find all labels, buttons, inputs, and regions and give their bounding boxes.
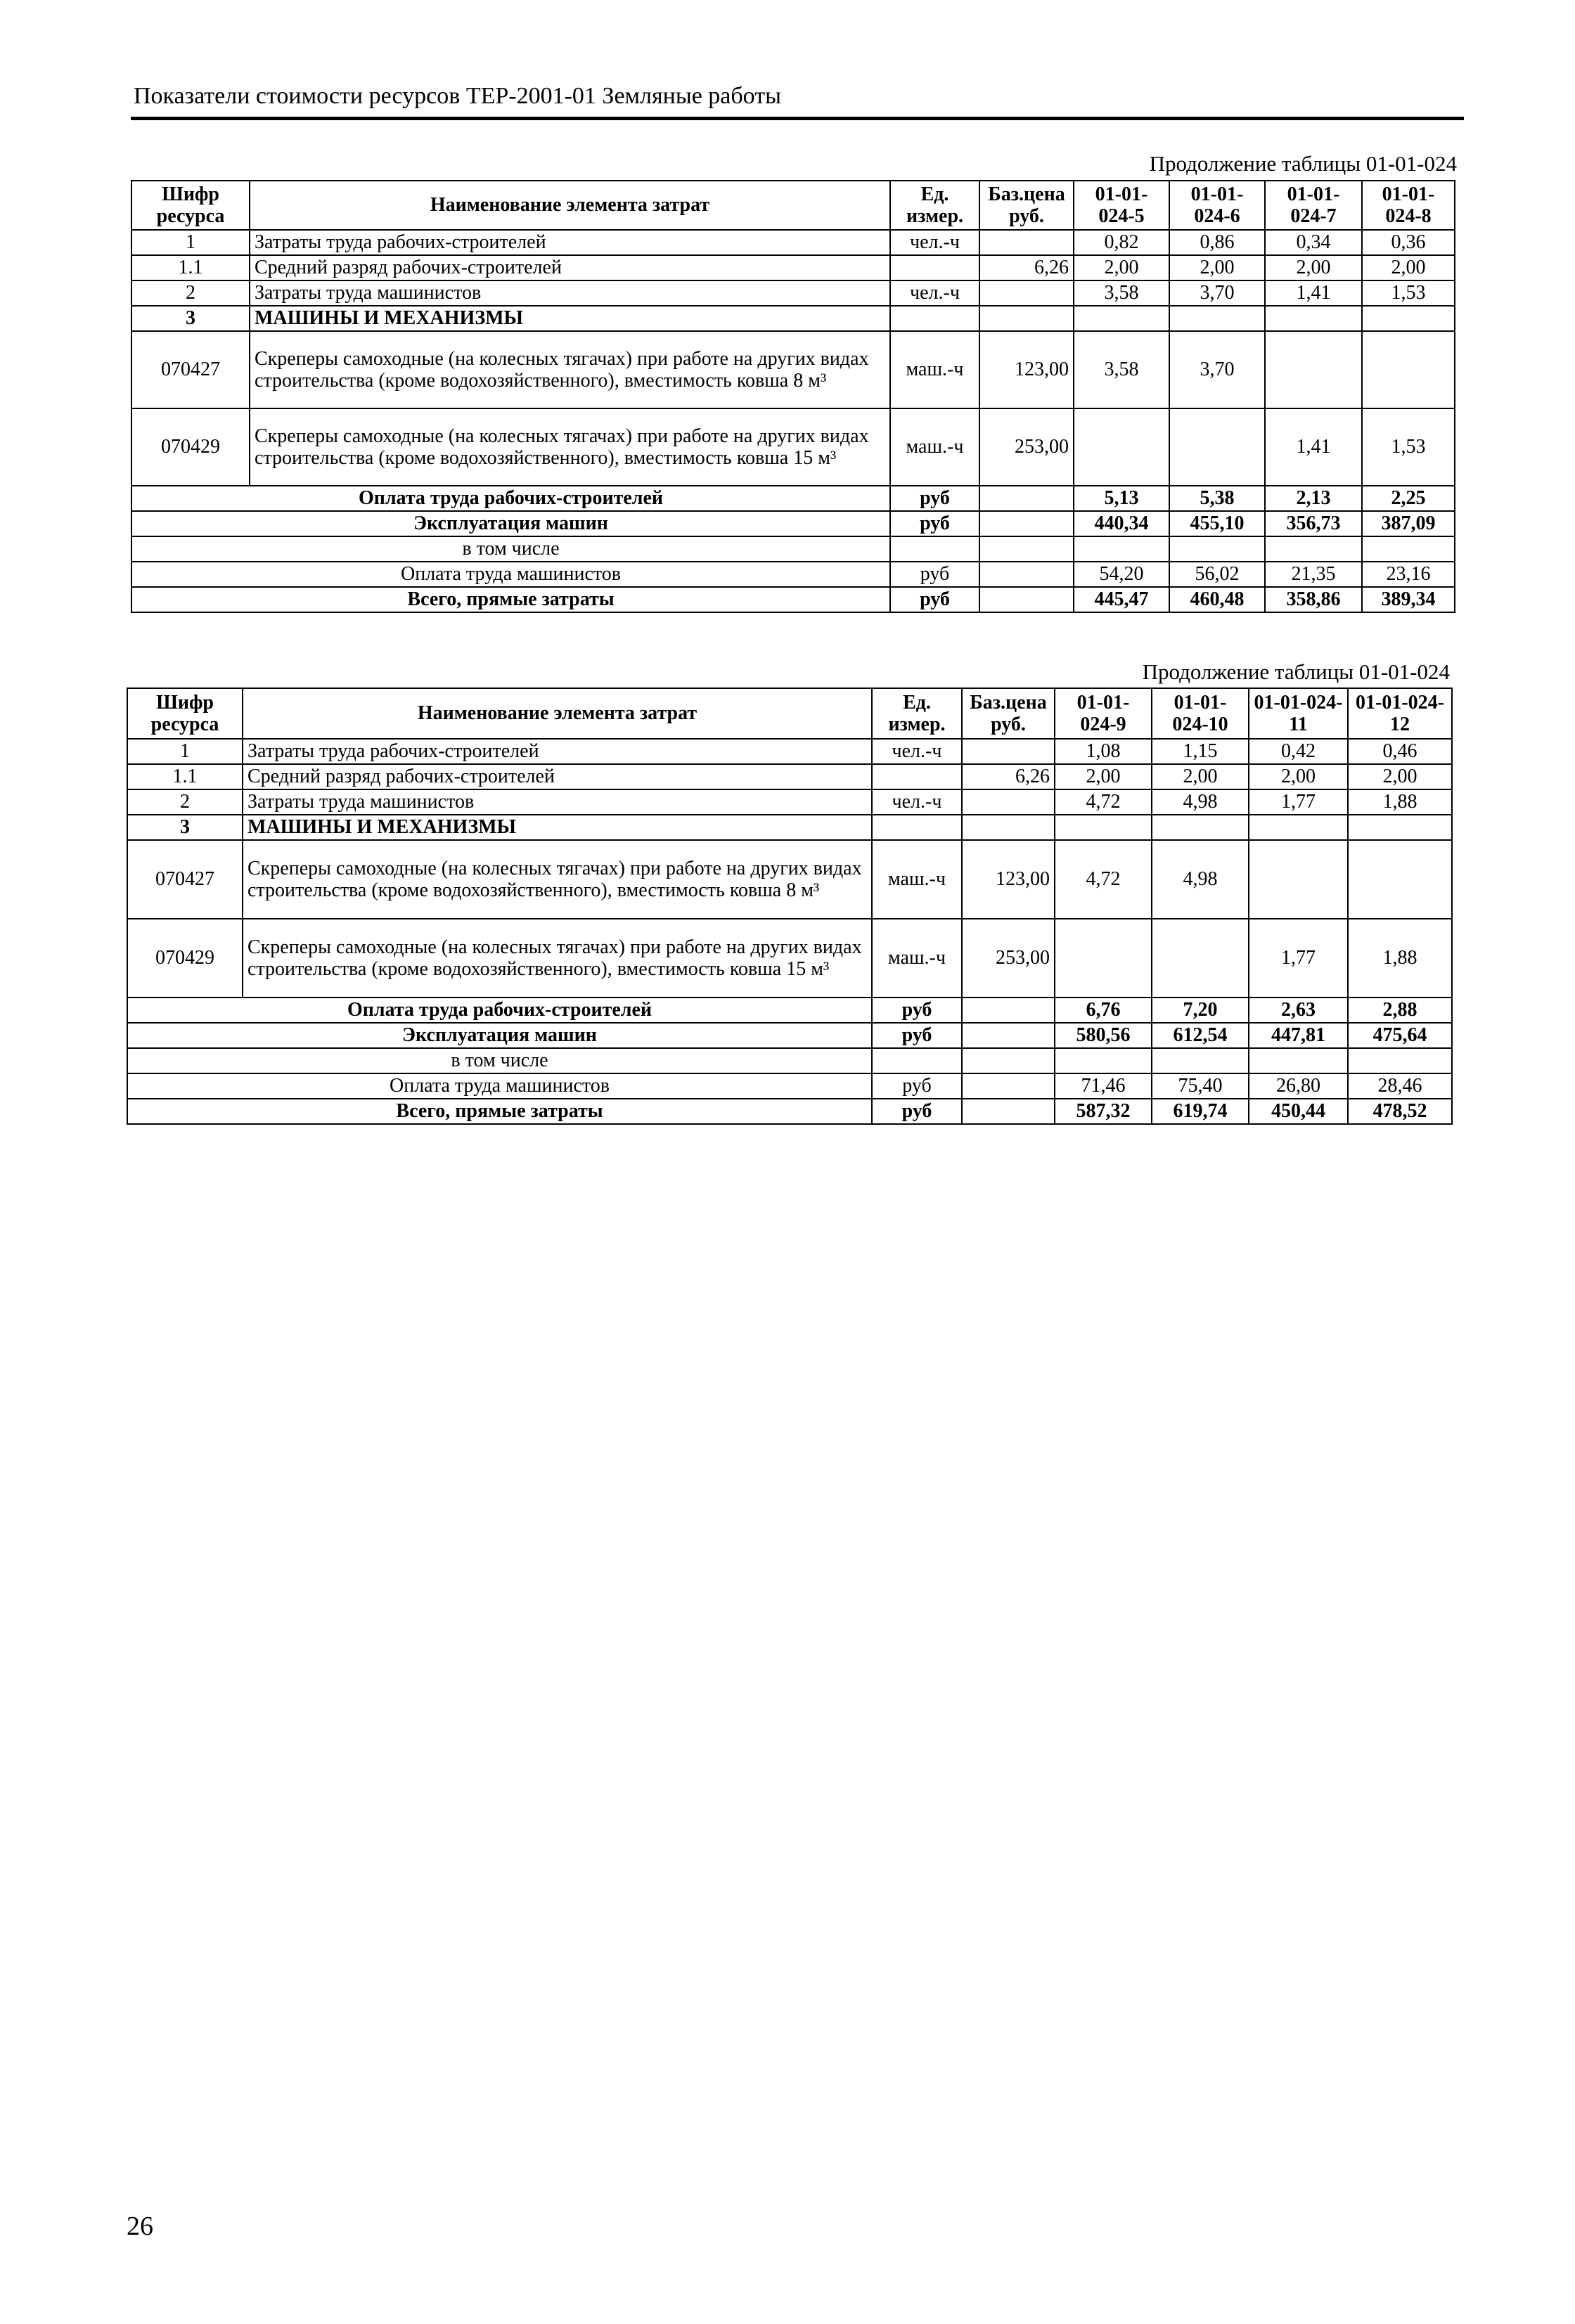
column-header-id: 01-01-024-11 [1249, 688, 1348, 739]
resource-unit: маш.-ч [872, 919, 962, 998]
resource-price [962, 739, 1055, 764]
summary-value: 440,34 [1074, 511, 1169, 536]
column-header-id: 01-01-024-12 [1348, 688, 1452, 739]
summary-value: 450,44 [1249, 1099, 1348, 1124]
resource-value [1348, 840, 1452, 919]
resource-name: Средний разряд рабочих-строителей [250, 255, 890, 280]
resource-value [1169, 306, 1265, 331]
summary-value: 356,73 [1265, 511, 1362, 536]
summary-value [1362, 536, 1455, 562]
resource-value: 2,00 [1169, 255, 1265, 280]
resource-price: 6,26 [962, 764, 1055, 789]
resource-unit: чел.-ч [890, 230, 979, 255]
resource-value [1362, 306, 1455, 331]
table-row [131, 230, 1455, 255]
summary-label: Эксплуатация машин [127, 1023, 872, 1048]
summary-label: Оплата труда рабочих-строителей [127, 998, 872, 1023]
summary-unit: руб [872, 1023, 962, 1048]
summary-value: 445,47 [1074, 587, 1169, 612]
header-divider [131, 117, 1464, 120]
column-header-name: Наименование элемента затрат [250, 181, 890, 230]
summary-unit: руб [890, 587, 979, 612]
summary-row [131, 587, 1455, 612]
resource-value: 0,34 [1265, 230, 1362, 255]
summary-row [127, 1073, 1452, 1099]
resource-value [1362, 331, 1455, 408]
resource-code: 2 [127, 789, 243, 815]
summary-value: 71,46 [1055, 1073, 1152, 1099]
resource-value: 1,88 [1348, 919, 1452, 998]
resource-value: 1,53 [1362, 280, 1455, 306]
resource-value: 2,00 [1074, 255, 1169, 280]
summary-value: 21,35 [1265, 562, 1362, 587]
summary-row [127, 998, 1452, 1023]
summary-value: 23,16 [1362, 562, 1455, 587]
summary-label: Оплата труда машинистов [127, 1073, 872, 1099]
resource-value [1055, 815, 1152, 840]
resource-unit: маш.-ч [890, 331, 979, 408]
summary-value: 75,40 [1152, 1073, 1249, 1099]
summary-label: Всего, прямые затраты [131, 587, 890, 612]
summary-value: 2,63 [1249, 998, 1348, 1023]
summary-unit: руб [872, 998, 962, 1023]
column-header-unit: Ед. измер. [890, 181, 979, 230]
column-header-id: 01-01-024-5 [1074, 181, 1169, 230]
resource-table-2 [127, 687, 1453, 1125]
column-header-price: Баз.цена руб. [979, 181, 1074, 230]
resource-price: 123,00 [979, 331, 1074, 408]
summary-label: Оплата труда машинистов [131, 562, 890, 587]
resource-value [1348, 815, 1452, 840]
summary-unit: руб [872, 1099, 962, 1124]
resource-value: 4,72 [1055, 840, 1152, 919]
empty-cell [979, 486, 1074, 511]
summary-value: 2,13 [1265, 486, 1362, 511]
resource-value: 0,46 [1348, 739, 1452, 764]
summary-value: 478,52 [1348, 1099, 1452, 1124]
summary-value [1169, 536, 1265, 562]
resource-code: 070429 [131, 408, 250, 486]
resource-value: 2,00 [1055, 764, 1152, 789]
summary-value: 612,54 [1152, 1023, 1249, 1048]
summary-value: 54,20 [1074, 562, 1169, 587]
summary-value: 460,48 [1169, 587, 1265, 612]
summary-value: 26,80 [1249, 1073, 1348, 1099]
resource-value: 3,70 [1169, 331, 1265, 408]
resource-code: 070427 [131, 331, 250, 408]
table-row [127, 840, 1452, 919]
resource-value: 1,41 [1265, 408, 1362, 486]
summary-value: 447,81 [1249, 1023, 1348, 1048]
table-1-caption: Продолжение таблицы 01-01-024 [1149, 151, 1457, 176]
empty-cell [979, 587, 1074, 612]
summary-label: в том числе [131, 536, 890, 562]
summary-value [1055, 1048, 1152, 1073]
resource-code: 1 [127, 739, 243, 764]
resource-value: 4,98 [1152, 789, 1249, 815]
resource-price [979, 230, 1074, 255]
summary-value [1249, 1048, 1348, 1073]
resource-value: 0,82 [1074, 230, 1169, 255]
resource-unit [872, 815, 962, 840]
resource-unit [890, 255, 979, 280]
resource-name: Затраты труда машинистов [243, 789, 872, 815]
summary-value: 5,38 [1169, 486, 1265, 511]
table-row [131, 331, 1455, 408]
column-header-id: 01-01-024-10 [1152, 688, 1249, 739]
resource-price: 123,00 [962, 840, 1055, 919]
summary-value: 6,76 [1055, 998, 1152, 1023]
summary-unit [890, 536, 979, 562]
column-header-id: 01-01-024-6 [1169, 181, 1265, 230]
summary-label: Оплата труда рабочих-строителей [131, 486, 890, 511]
resource-unit: чел.-ч [872, 789, 962, 815]
resource-price: 253,00 [979, 408, 1074, 486]
resource-value: 4,72 [1055, 789, 1152, 815]
resource-unit: чел.-ч [890, 280, 979, 306]
empty-cell [979, 562, 1074, 587]
table-row [131, 408, 1455, 486]
table-row [131, 255, 1455, 280]
resource-value [1152, 815, 1249, 840]
resource-value [1249, 840, 1348, 919]
resource-value [1055, 919, 1152, 998]
resource-value: 1,53 [1362, 408, 1455, 486]
resource-value: 1,41 [1265, 280, 1362, 306]
page-header: Показатели стоимости ресурсов ТЕР-2001-01 Земляные работы [134, 83, 781, 109]
summary-value: 28,46 [1348, 1073, 1452, 1099]
summary-value: 2,25 [1362, 486, 1455, 511]
summary-value: 587,32 [1055, 1099, 1152, 1124]
resource-price [962, 815, 1055, 840]
resource-code: 1.1 [127, 764, 243, 789]
section-heading: МАШИНЫ И МЕХАНИЗМЫ [250, 306, 890, 331]
empty-cell [962, 1099, 1055, 1124]
resource-price: 253,00 [962, 919, 1055, 998]
resource-name: Затраты труда рабочих-строителей [250, 230, 890, 255]
resource-unit: маш.-ч [872, 840, 962, 919]
summary-value: 387,09 [1362, 511, 1455, 536]
summary-value: 389,34 [1362, 587, 1455, 612]
resource-price [962, 789, 1055, 815]
resource-value: 2,00 [1265, 255, 1362, 280]
table-row [127, 764, 1452, 789]
resource-value: 3,70 [1169, 280, 1265, 306]
resource-value: 2,00 [1152, 764, 1249, 789]
table-row [127, 919, 1452, 998]
resource-code: 2 [131, 280, 250, 306]
resource-value: 2,00 [1249, 764, 1348, 789]
summary-label: Всего, прямые затраты [127, 1099, 872, 1124]
resource-value: 3,58 [1074, 331, 1169, 408]
resource-value [1249, 815, 1348, 840]
summary-value [1265, 536, 1362, 562]
resource-value: 2,00 [1348, 764, 1452, 789]
resource-value: 2,00 [1362, 255, 1455, 280]
summary-row [131, 486, 1455, 511]
resource-value [1074, 306, 1169, 331]
resource-value [1265, 306, 1362, 331]
section-heading: МАШИНЫ И МЕХАНИЗМЫ [243, 815, 872, 840]
resource-value [1152, 919, 1249, 998]
resource-value: 1,77 [1249, 789, 1348, 815]
summary-unit [872, 1048, 962, 1073]
summary-unit: руб [872, 1073, 962, 1099]
summary-value: 455,10 [1169, 511, 1265, 536]
column-header-code: Шифр ресурса [127, 688, 243, 739]
summary-unit: руб [890, 486, 979, 511]
resource-value: 1,15 [1152, 739, 1249, 764]
summary-label: Эксплуатация машин [131, 511, 890, 536]
summary-unit: руб [890, 511, 979, 536]
empty-cell [979, 511, 1074, 536]
summary-value: 5,13 [1074, 486, 1169, 511]
resource-unit [890, 306, 979, 331]
table-row [127, 739, 1452, 764]
empty-cell [962, 1073, 1055, 1099]
resource-price [979, 280, 1074, 306]
table-row [127, 815, 1452, 840]
empty-cell [962, 998, 1055, 1023]
summary-value: 7,20 [1152, 998, 1249, 1023]
summary-value: 56,02 [1169, 562, 1265, 587]
resource-name: Затраты труда рабочих-строителей [243, 739, 872, 764]
summary-value: 619,74 [1152, 1099, 1249, 1124]
column-header-id: 01-01-024-9 [1055, 688, 1152, 739]
summary-value: 475,64 [1348, 1023, 1452, 1048]
summary-row [131, 536, 1455, 562]
resource-value: 1,88 [1348, 789, 1452, 815]
resource-code: 1 [131, 230, 250, 255]
resource-value: 0,42 [1249, 739, 1348, 764]
page-number: 26 [127, 2212, 153, 2241]
resource-code: 1.1 [131, 255, 250, 280]
resource-name: Скреперы самоходные (на колесных тягачах) при работе на других видах строительства (кроме водохозяйственного), вместимость ковша 8 м³ [250, 331, 890, 408]
empty-cell [979, 536, 1074, 562]
resource-value: 3,58 [1074, 280, 1169, 306]
table-row [131, 280, 1455, 306]
empty-cell [962, 1048, 1055, 1073]
summary-label: в том числе [127, 1048, 872, 1073]
resource-value: 0,86 [1169, 230, 1265, 255]
resource-value: 1,77 [1249, 919, 1348, 998]
resource-code: 070429 [127, 919, 243, 998]
resource-unit: маш.-ч [890, 408, 979, 486]
resource-name: Затраты труда машинистов [250, 280, 890, 306]
resource-value: 4,98 [1152, 840, 1249, 919]
resource-table-1 [131, 180, 1455, 613]
summary-value [1074, 536, 1169, 562]
resource-name: Скреперы самоходные (на колесных тягачах) при работе на других видах строительства (кроме водохозяйственного), вместимость ковша 15 м³ [250, 408, 890, 486]
resource-name: Средний разряд рабочих-строителей [243, 764, 872, 789]
resource-unit [872, 764, 962, 789]
resource-price [979, 306, 1074, 331]
table-row [127, 789, 1452, 815]
summary-row [131, 511, 1455, 536]
resource-code: 3 [131, 306, 250, 331]
summary-unit: руб [890, 562, 979, 587]
column-header-id: 01-01-024-8 [1362, 181, 1455, 230]
resource-value [1169, 408, 1265, 486]
summary-value [1152, 1048, 1249, 1073]
resource-code: 3 [127, 815, 243, 840]
summary-row [127, 1048, 1452, 1073]
resource-value [1074, 408, 1169, 486]
table-2-caption: Продолжение таблицы 01-01-024 [1142, 659, 1450, 684]
resource-name: Скреперы самоходные (на колесных тягачах) при работе на других видах строительства (кроме водохозяйственного), вместимость ковша 15 м³ [243, 919, 872, 998]
resource-name: Скреперы самоходные (на колесных тягачах) при работе на других видах строительства (кроме водохозяйственного), вместимость ковша 8 м³ [243, 840, 872, 919]
column-header-name: Наименование элемента затрат [243, 688, 872, 739]
column-header-code: Шифр ресурса [131, 181, 250, 230]
resource-price: 6,26 [979, 255, 1074, 280]
summary-value: 2,88 [1348, 998, 1452, 1023]
summary-value [1348, 1048, 1452, 1073]
resource-unit: чел.-ч [872, 739, 962, 764]
summary-value: 580,56 [1055, 1023, 1152, 1048]
summary-row [127, 1099, 1452, 1124]
resource-value: 0,36 [1362, 230, 1455, 255]
summary-value: 358,86 [1265, 587, 1362, 612]
resource-value [1265, 331, 1362, 408]
column-header-price: Баз.цена руб. [962, 688, 1055, 739]
column-header-id: 01-01-024-7 [1265, 181, 1362, 230]
table-row [131, 306, 1455, 331]
column-header-unit: Ед. измер. [872, 688, 962, 739]
summary-row [131, 562, 1455, 587]
resource-value: 1,08 [1055, 739, 1152, 764]
resource-code: 070427 [127, 840, 243, 919]
summary-row [127, 1023, 1452, 1048]
empty-cell [962, 1023, 1055, 1048]
